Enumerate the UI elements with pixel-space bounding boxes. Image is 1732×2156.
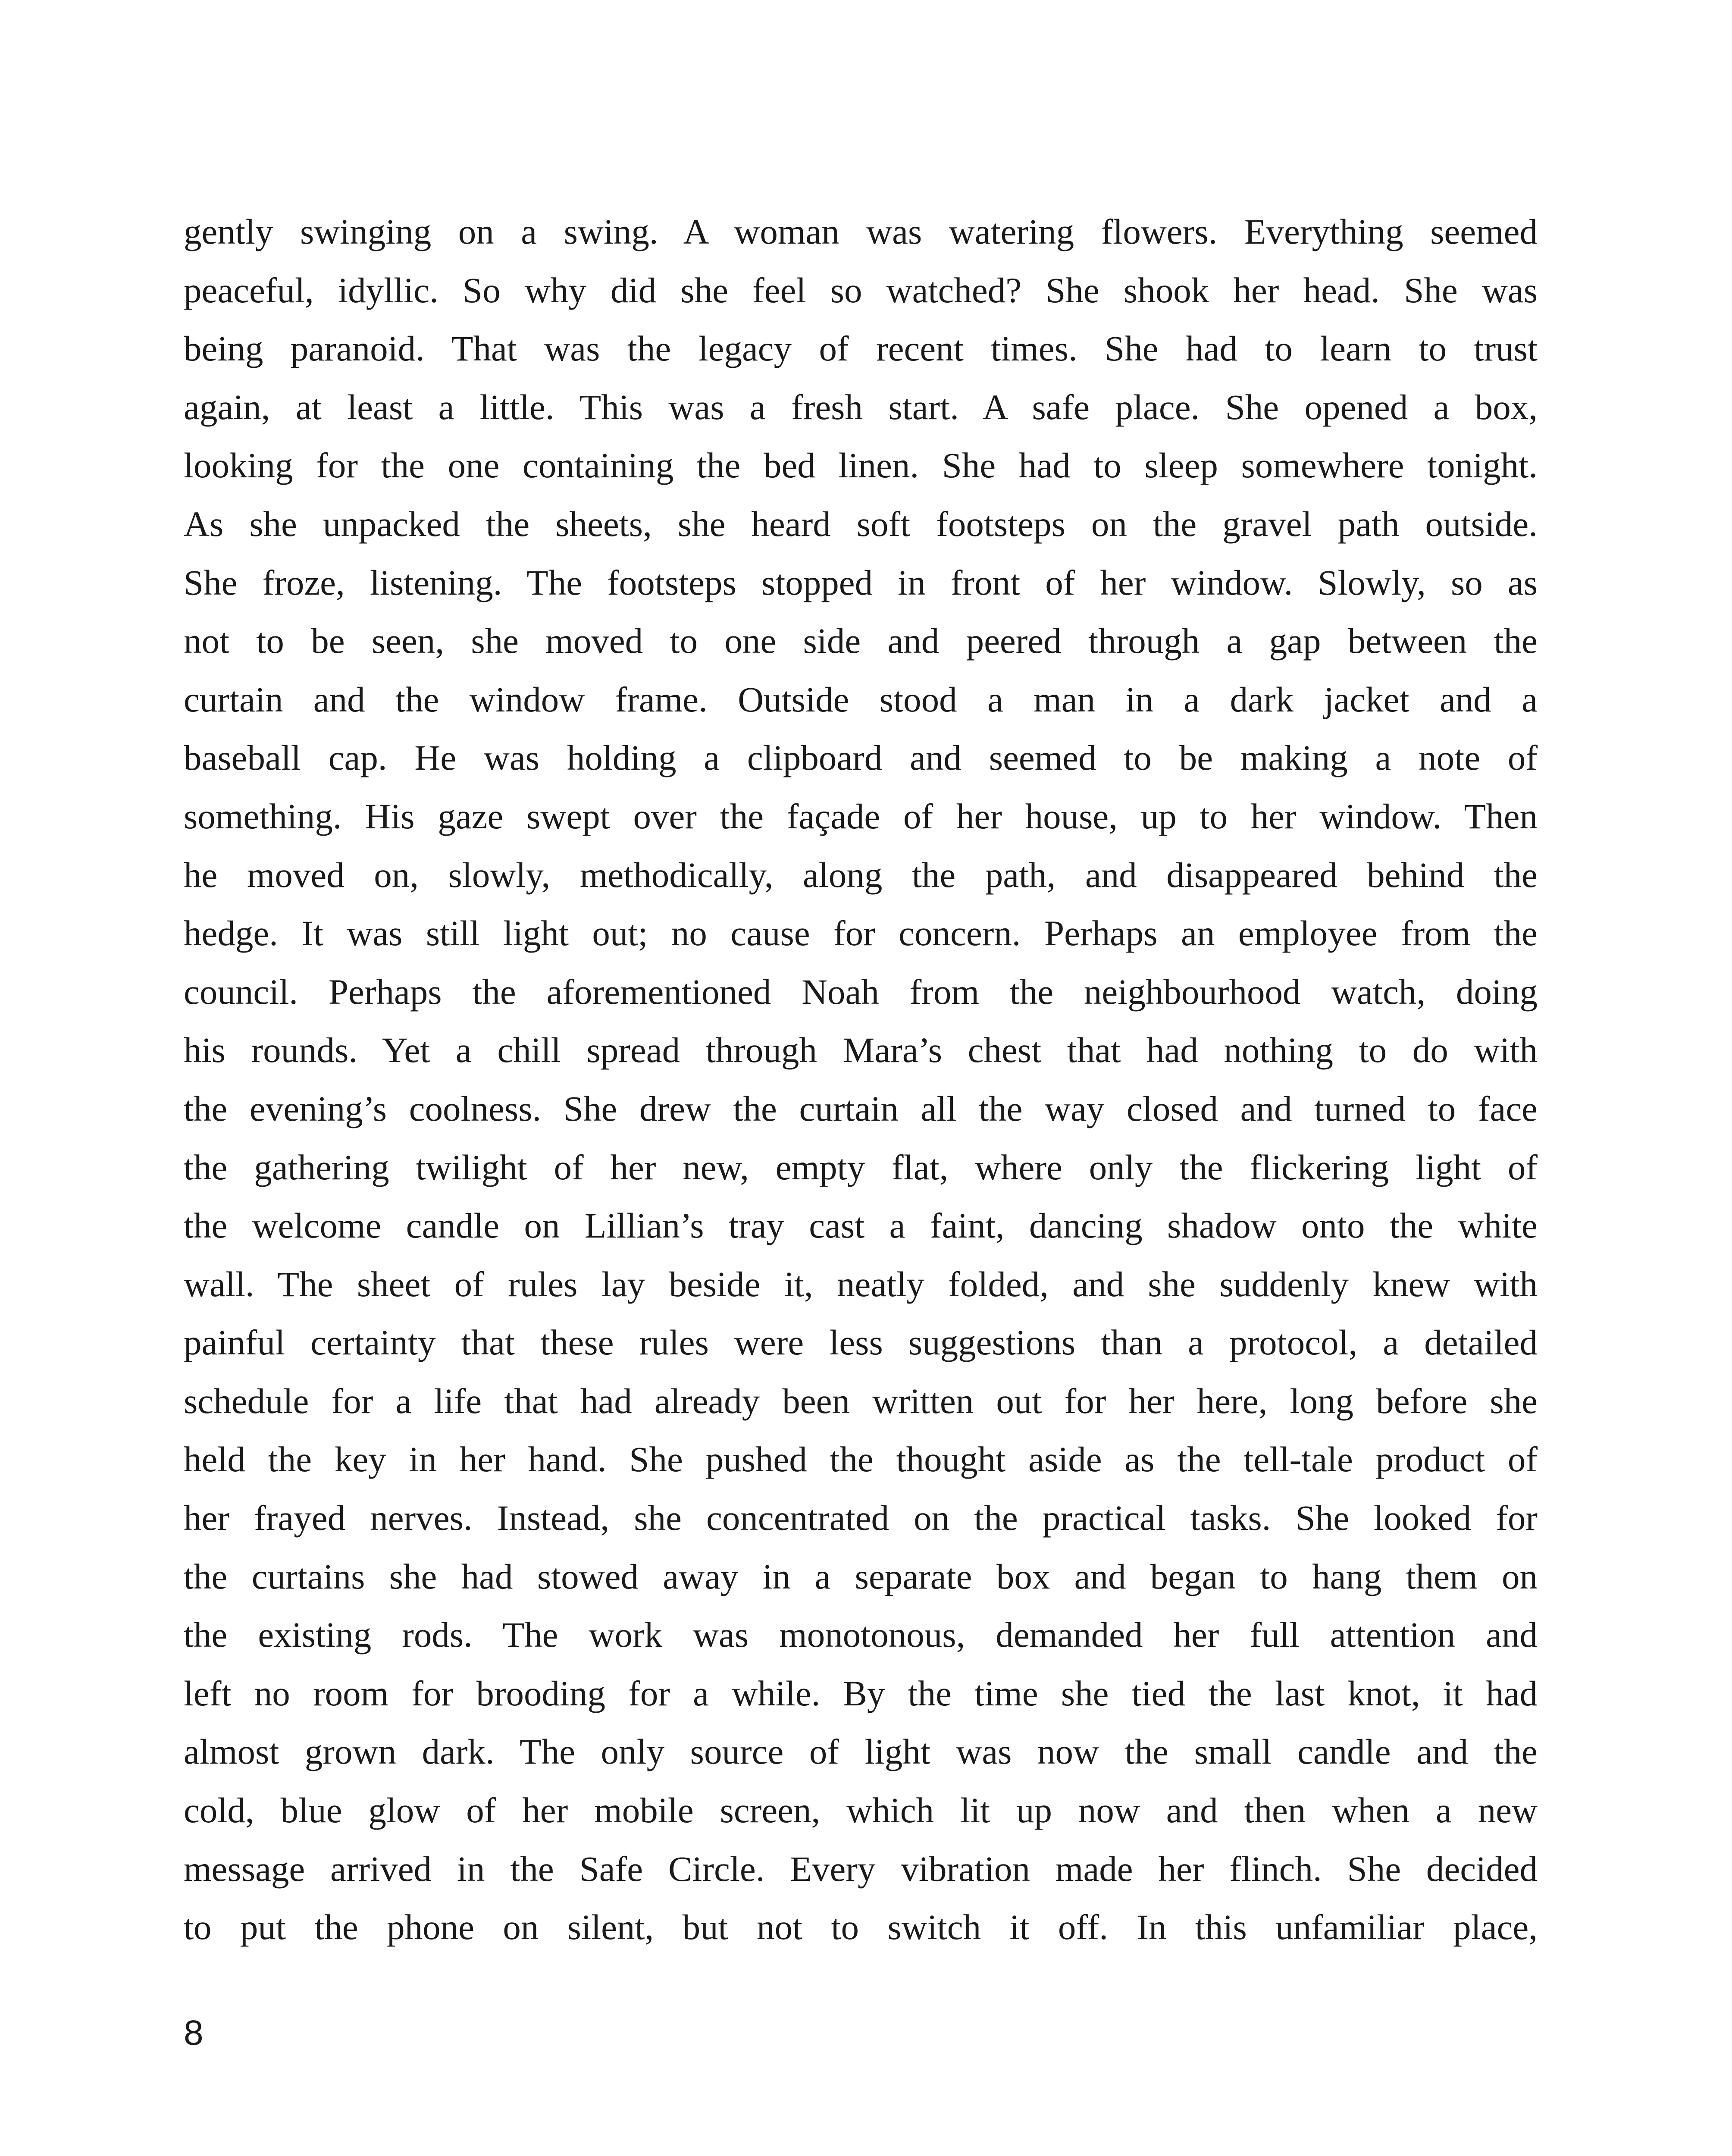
- text-line: not to be seen, she moved to one side and peered through a gap between the: [184, 621, 1538, 661]
- text-line: peaceful, idyllic. So why did she feel so watched? She shook her head. She was: [184, 270, 1538, 310]
- text-line: his rounds. Yet a chill spread through Mara’s chest that had nothing to do with: [184, 1030, 1538, 1070]
- text-line: schedule for a life that had already been written out for her here, long before she: [184, 1381, 1538, 1421]
- text-line: he moved on, slowly, methodically, along the path, and disappeared behind the: [184, 855, 1538, 895]
- text-line: left no room for brooding for a while. By the time she tied the last knot, it had: [184, 1673, 1538, 1713]
- text-line: almost grown dark. The only source of light was now the small candle and the: [184, 1732, 1538, 1772]
- text-line: cold, blue glow of her mobile screen, which lit up now and then when a new: [184, 1790, 1538, 1830]
- text-line: the welcome candle on Lillian’s tray cast a faint, dancing shadow onto the white: [184, 1206, 1538, 1246]
- text-line: her frayed nerves. Instead, she concentrated on the practical tasks. She looked for: [184, 1498, 1538, 1538]
- text-line: council. Perhaps the aforementioned Noah from the neighbourhood watch, doing: [184, 971, 1538, 1012]
- text-line: looking for the one containing the bed linen. She had to sleep somewhere tonight.: [184, 445, 1538, 486]
- text-line: wall. The sheet of rules lay beside it, neatly folded, and she suddenly knew with: [184, 1264, 1538, 1304]
- text-line: again, at least a little. This was a fresh start. A safe place. She opened a box,: [184, 387, 1538, 427]
- text-line: curtain and the window frame. Outside stood a man in a dark jacket and a: [184, 679, 1538, 719]
- text-line: message arrived in the Safe Circle. Every vibration made her flinch. She decided: [184, 1849, 1538, 1889]
- text-line: hedge. It was still light out; no cause for concern. Perhaps an employee from the: [184, 913, 1538, 953]
- body-text: [184, 203, 1538, 1957]
- text-line: the curtains she had stowed away in a separate box and began to hang them on: [184, 1556, 1538, 1596]
- page-number: 8: [184, 2013, 204, 2053]
- text-line: being paranoid. That was the legacy of recent times. She had to learn to trust: [184, 329, 1538, 369]
- text-line: something. His gaze swept over the façade of her house, up to her window. Then: [184, 796, 1538, 836]
- text-line: baseball cap. He was holding a clipboard and seemed to be making a note of: [184, 738, 1538, 778]
- text-line: the evening’s coolness. She drew the curtain all the way closed and turned to face: [184, 1088, 1538, 1128]
- text-line: held the key in her hand. She pushed the thought aside as the tell-tale product of: [184, 1439, 1538, 1479]
- text-line: gently swinging on a swing. A woman was watering flowers. Everything seemed: [184, 212, 1538, 251]
- text-line: As she unpacked the sheets, she heard soft footsteps on the gravel path outside.: [184, 504, 1538, 544]
- text-line: the existing rods. The work was monotonous, demanded her full attention and: [184, 1615, 1538, 1655]
- text-line: She froze, listening. The footsteps stopped in front of her window. Slowly, so as: [184, 562, 1538, 602]
- text-line: painful certainty that these rules were less suggestions than a protocol, a detailed: [184, 1322, 1538, 1363]
- text-line: the gathering twilight of her new, empty flat, where only the flickering light of: [184, 1147, 1538, 1187]
- text-line: to put the phone on silent, but not to switch it off. In this unfamiliar place,: [184, 1907, 1538, 1947]
